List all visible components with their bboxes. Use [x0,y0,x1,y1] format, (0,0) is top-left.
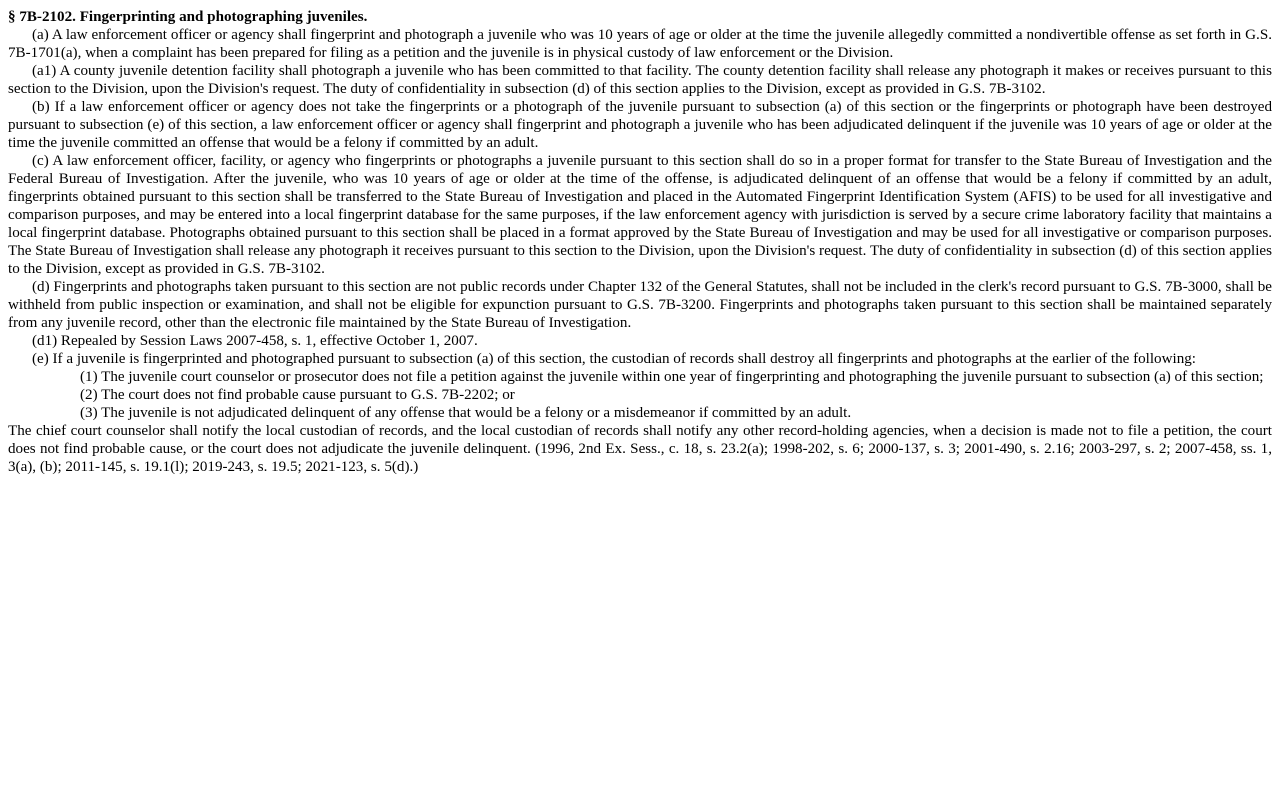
paragraph-d1: (d1) Repealed by Session Laws 2007-458, s. 1, effective October 1, 2007. [32,333,478,349]
list-item-1: (1) The juvenile court counselor or prosecutor does not file a petition against the juvenile within one year of fingerprinting and photographing the juvenile pursuant to subsection (a) of this section; [80,369,1264,385]
section-heading: § 7B-2102. Fingerprinting and photographing juveniles. [8,9,368,25]
list-item-3: (3) The juvenile is not adjudicated delinquent of any offense that would be a felony or a misdemeanor if committed by an adult. [80,405,852,421]
paragraph-c: (c) A law enforcement officer, facility, or agency who fingerprints or photographs a juvenile pursuant to this section shall do so in a proper format for transfer to the State Bureau of Investigation and the Federal Bureau of Investigation. After the juvenile, who was 10 years of age or older at the time of the offense, is adjudicated delinquent of an offense that would be a felony if committed by an adult, fingerprints obtained pursuant to this section shall be transferred to the State Bureau of Investigation and placed in the Automated Fingerprint Identification System (AFIS) to be used for all investigative and comparison purposes, and may be entered into a local fingerprint database for the same purposes, if the law enforcement agency with jurisdiction is served by a secure crime laboratory facility that maintains a local fingerprint database. Photographs obtained pursuant to this section shall be placed in a format approved by the State Bureau of Investigation and may be used for all investigative or comparison purposes. The State Bureau of Investigation shall release any photograph it receives pursuant to this section to the Division, upon the Division's request. The duty of confidentiality in subsection (d) of this section applies to the Division, except as provided in G.S. 7B-3102. [8,153,1272,277]
paragraph-d: (d) Fingerprints and photographs taken pursuant to this section are not public records under Chapter 132 of the General Statutes, shall not be included in the clerk's record pursuant to G.S. 7B-3000, shall be withheld from public inspection or examination, and shall not be eligible for expunction pursuant to G.S. 7B-3200. Fingerprints and photographs taken pursuant to this section shall be maintained separately from any juvenile record, other than the electronic file maintained by the State Bureau of Investigation. [8,279,1272,331]
paragraph-e: (e) If a juvenile is fingerprinted and photographed pursuant to subsection (a) of this section, the custodian of records shall destroy all fingerprints and photographs at the earlier of the following: [32,351,1196,367]
paragraph-a1: (a1) A county juvenile detention facility shall photograph a juvenile who has been committed to that facility. The county detention facility shall release any photograph it makes or receives pursuant to this section to the Division, upon the Division's request. The duty of confidentiality in subsection (d) of this section applies to the Division, except as provided in G.S. 7B-3102. [8,63,1272,97]
paragraph-b: (b) If a law enforcement officer or agency does not take the fingerprints or a photograph of the juvenile pursuant to subsection (a) of this section or the fingerprints or photograph have been destroyed pursuant to subsection (e) of this section, a law enforcement officer or agency shall fingerprint and photograph a juvenile who has been adjudicated delinquent if the juvenile was 10 years of age or older at the time the juvenile committed an offense that would be a felony if committed by an adult. [8,99,1272,151]
list-item-2: (2) The court does not find probable cause pursuant to G.S. 7B-2202; or [80,387,515,403]
closing-paragraph: The chief court counselor shall notify the local custodian of records, and the local custodian of records shall notify any other record-holding agencies, when a decision is made not to file a petition, the court does not find probable cause, or the court does not adjudicate the juvenile delinquent. (1996, 2nd Ex. Sess., c. 18, s. 23.2(a); 1998-202, s. 6; 2000-137, s. 3; 2001-490, s. 2.16; 2003-297, s. 2; 2007-458, ss. 1, 3(a), (b); 2011-145, s. 19.1(l); 2019-243, s. 19.5; 2021-123, s. 5(d).) [8,423,1272,475]
statute-document [8,8,1272,476]
paragraph-a: (a) A law enforcement officer or agency shall fingerprint and photograph a juvenile who was 10 years of age or older at the time the juvenile allegedly committed a nondivertible offense as set forth in G.S. 7B-1701(a), when a complaint has been prepared for filing as a petition and the juvenile is in physical custody of law enforcement or the Division. [8,27,1272,61]
